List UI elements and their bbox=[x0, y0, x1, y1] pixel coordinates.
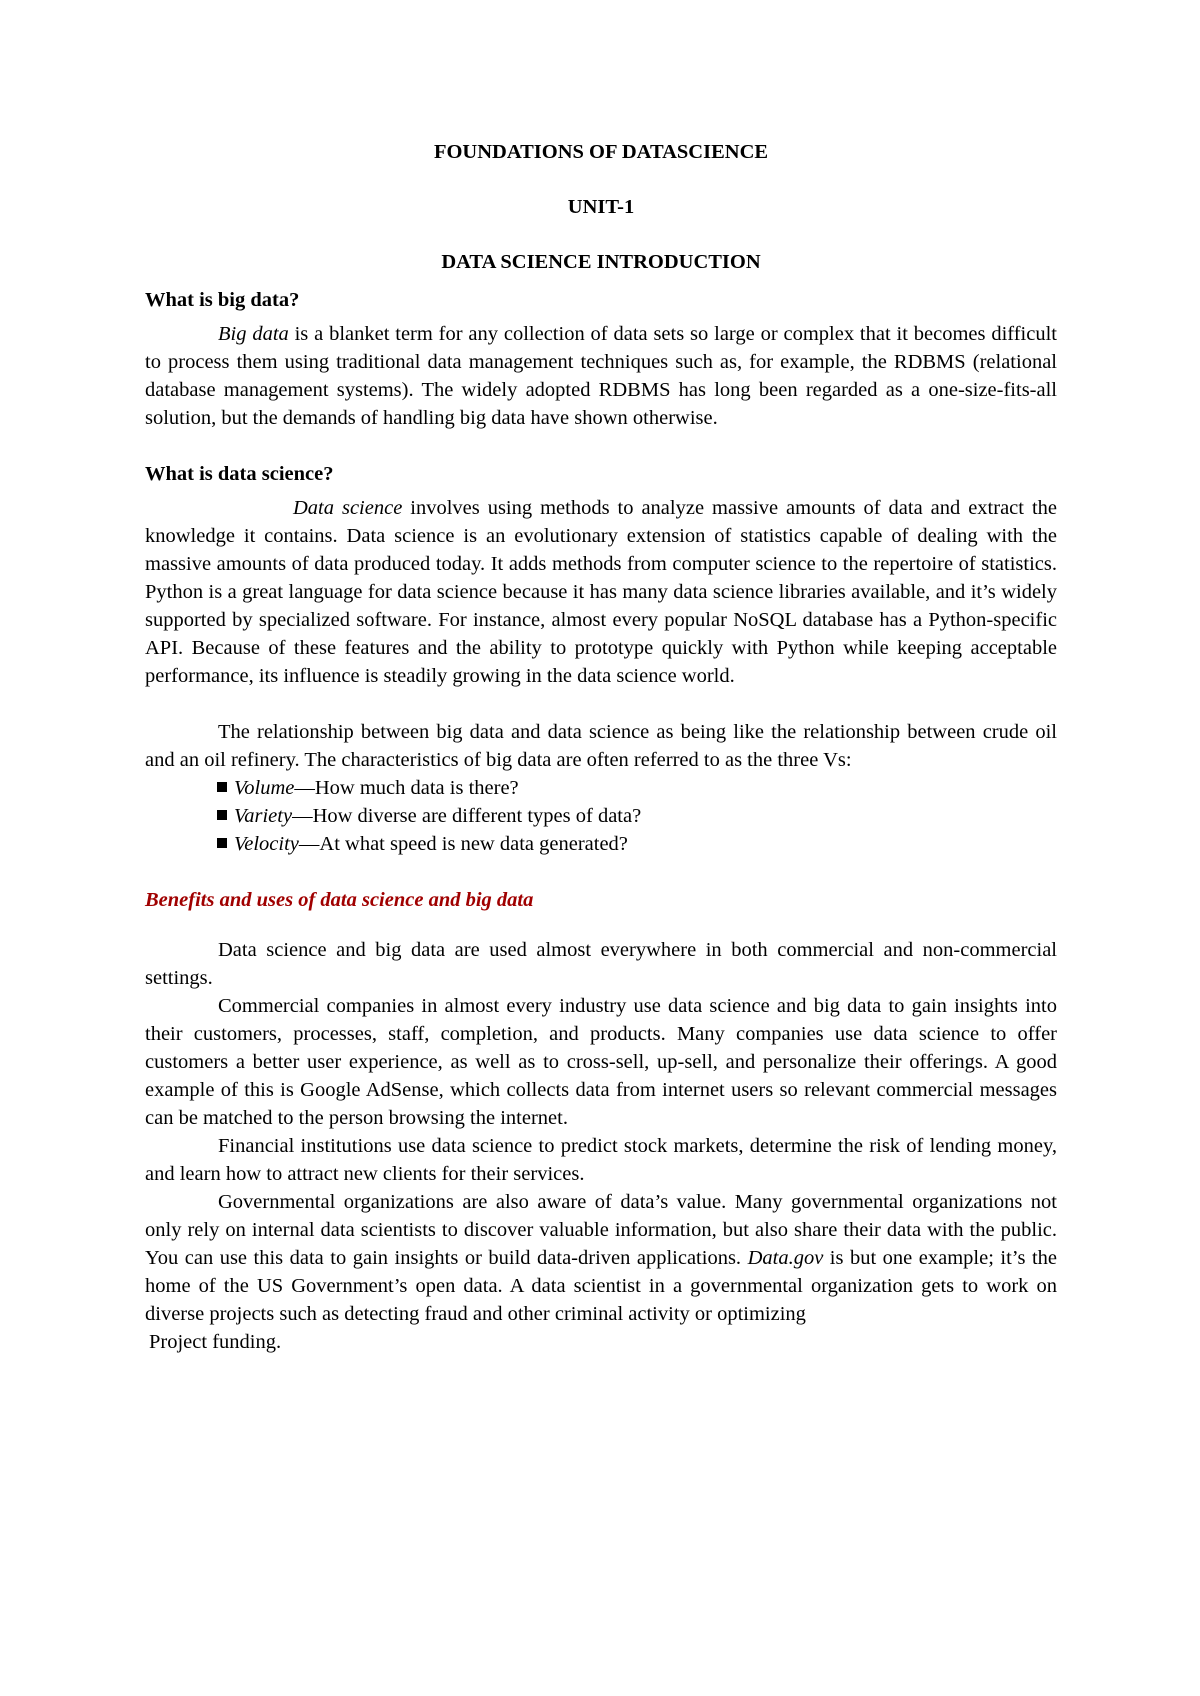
list-item bbox=[217, 774, 1057, 802]
square-bullet-icon bbox=[217, 782, 227, 792]
gov-text-start: Governmental organizations are also aware of data’s value. Many governmental organizations not only rely on internal data scientists to discover valuable information, but also share their data with the public. You can use this data to gain insights or build data-driven applications. bbox=[145, 1191, 1057, 1269]
benefits-paragraph-3: Financial institutions use data science to predict stock markets, determine the risk of lending money, and learn how to attract new clients for their services. bbox=[145, 1135, 1057, 1185]
v-term: Variety bbox=[234, 805, 293, 827]
three-vs-list bbox=[145, 774, 1057, 858]
benefits-heading: Benefits and uses of data science and big data bbox=[145, 889, 534, 911]
data-gov-term: Data.gov bbox=[747, 1247, 824, 1269]
course-title: FOUNDATIONS OF DATASCIENCE bbox=[433, 141, 769, 163]
big-data-text: is a blanket term for any collection of data sets so large or complex that it becomes difficult to process them using traditional data management techniques such as, for example, the RDBMS (relational database management systems). The widely adopted RDBMS has long been regarded as a one-size-fits-all solution, but the demands of handling big data have shown otherwise. bbox=[145, 323, 1057, 429]
benefits-paragraph-4 bbox=[145, 1188, 1057, 1328]
data-science-term: Data science bbox=[293, 497, 403, 519]
benefits-paragraph-5: Project funding. bbox=[149, 1331, 282, 1353]
v-desc: —How much data is there? bbox=[294, 777, 519, 799]
v-term: Velocity bbox=[234, 833, 299, 855]
square-bullet-icon bbox=[217, 810, 227, 820]
data-science-paragraph bbox=[145, 494, 1057, 690]
benefits-paragraph-1: Data science and big data are used almost everywhere in both commercial and non-commercial settings. bbox=[145, 939, 1057, 989]
chapter-title: DATA SCIENCE INTRODUCTION bbox=[441, 251, 761, 273]
v-desc: —How diverse are different types of data? bbox=[292, 805, 642, 827]
data-science-heading: What is data science? bbox=[145, 463, 334, 485]
big-data-paragraph bbox=[145, 320, 1057, 432]
v-term: Volume bbox=[234, 777, 295, 799]
big-data-heading: What is big data? bbox=[145, 289, 300, 311]
big-data-term: Big data bbox=[218, 323, 289, 345]
list-item bbox=[217, 830, 1057, 858]
list-item bbox=[217, 802, 1057, 830]
v-desc: —At what speed is new data generated? bbox=[298, 833, 628, 855]
square-bullet-icon bbox=[217, 838, 227, 848]
unit-label: UNIT-1 bbox=[567, 196, 635, 218]
gov-text-end: is but one example; it’s the home of the US Government’s open data. A data scientist in a governmental organization gets to work on diverse projects such as detecting fraud and other criminal activity or optimizing bbox=[145, 1247, 1058, 1325]
data-science-text: involves using methods to analyze massive amounts of data and extract the knowledge it contains. Data science is an evolutionary extension of statistics capable of dealing with the massive amounts of data produced today. It adds methods from computer science to the repertoire of statistics. Python is a great language for data science because it has many data science libraries available, and it’s widely supported by specialized software. For instance, almost every popular NoSQL database has a Python-specific API. Because of these features and the ability to prototype quickly with Python while keeping acceptable performance, its influence is steadily growing in the data science world. bbox=[145, 497, 1057, 687]
relationship-paragraph: The relationship between big data and data science as being like the relationship between crude oil and an oil refinery. The characteristics of big data are often referred to as the three Vs: bbox=[145, 721, 1057, 771]
document-page bbox=[145, 138, 1057, 1356]
benefits-paragraph-2: Commercial companies in almost every industry use data science and big data to gain insights into their customers, processes, staff, completion, and products. Many companies use data science to offer customers a better user experience, as well as to cross-sell, up-sell, and personalize their offerings. A good example of this is Google AdSense, which collects data from internet users so relevant commercial messages can be matched to the person browsing the internet. bbox=[145, 995, 1057, 1129]
